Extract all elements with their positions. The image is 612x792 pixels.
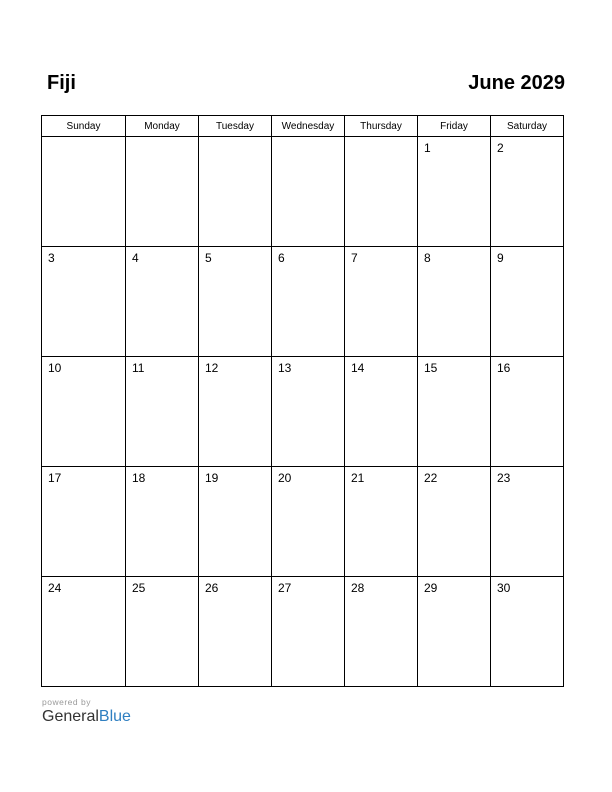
week-row: [42, 247, 564, 357]
empty-day-cell: [199, 137, 272, 247]
day-number: 8: [424, 251, 431, 265]
day-number: 11: [132, 361, 145, 375]
day-cell: [272, 247, 345, 357]
day-cell: [199, 577, 272, 687]
weekday-header: Saturday: [491, 116, 564, 137]
day-cell: [491, 577, 564, 687]
week-row: [42, 467, 564, 577]
day-cell: [491, 467, 564, 577]
week-row: [42, 137, 564, 247]
day-cell: [418, 137, 491, 247]
empty-day-cell: [126, 137, 199, 247]
day-number: 12: [205, 361, 219, 375]
day-number: 25: [132, 581, 146, 595]
day-cell: [42, 357, 126, 467]
month-year-title: June 2029: [468, 72, 565, 94]
day-cell: [418, 577, 491, 687]
weekday-header: Wednesday: [272, 116, 345, 137]
generalblue-logo: [42, 708, 131, 726]
day-cell: [272, 467, 345, 577]
day-number: 27: [278, 581, 292, 595]
day-number: 19: [205, 471, 219, 485]
day-number: 10: [48, 361, 62, 375]
calendar-grid: [41, 115, 564, 687]
day-cell: [42, 247, 126, 357]
empty-day-cell: [345, 137, 418, 247]
country-title: Fiji: [47, 72, 76, 94]
day-cell: [418, 357, 491, 467]
day-number: 14: [351, 361, 365, 375]
day-number: 2: [497, 141, 504, 155]
day-number: 4: [132, 251, 139, 265]
day-cell: [42, 467, 126, 577]
day-cell: [491, 357, 564, 467]
day-number: 29: [424, 581, 438, 595]
day-number: 9: [497, 251, 504, 265]
day-number: [126, 137, 198, 141]
day-cell: [199, 247, 272, 357]
day-number: 28: [351, 581, 365, 595]
day-number: 21: [351, 471, 365, 485]
day-cell: [126, 357, 199, 467]
powered-by-label: powered by: [42, 697, 91, 707]
day-cell: [418, 247, 491, 357]
day-number: 23: [497, 471, 511, 485]
week-row: [42, 577, 564, 687]
day-number: 26: [205, 581, 219, 595]
day-number: 18: [132, 471, 146, 485]
day-number: [42, 137, 125, 141]
day-cell: [345, 247, 418, 357]
day-number: 24: [48, 581, 62, 595]
day-number: 6: [278, 251, 285, 265]
day-number: [199, 137, 271, 141]
weekday-header: Tuesday: [199, 116, 272, 137]
day-number: 22: [424, 471, 438, 485]
weekday-header: Monday: [126, 116, 199, 137]
weekday-header: Thursday: [345, 116, 418, 137]
day-cell: [491, 247, 564, 357]
day-number: [272, 137, 344, 141]
day-cell: [418, 467, 491, 577]
day-cell: [272, 357, 345, 467]
brand-general-text: General: [42, 708, 99, 725]
day-number: [345, 137, 417, 141]
day-number: 16: [497, 361, 511, 375]
day-cell: [199, 357, 272, 467]
weekday-header: Friday: [418, 116, 491, 137]
day-number: 20: [278, 471, 292, 485]
day-cell: [491, 137, 564, 247]
day-number: 15: [424, 361, 438, 375]
brand-blue-text: Blue: [98, 708, 131, 725]
day-number: 30: [497, 581, 511, 595]
day-cell: [126, 577, 199, 687]
day-number: 3: [48, 251, 55, 265]
day-cell: [199, 467, 272, 577]
day-number: 17: [48, 471, 62, 485]
day-cell: [272, 577, 345, 687]
day-cell: [345, 577, 418, 687]
empty-day-cell: [272, 137, 345, 247]
footer-branding: [42, 697, 131, 726]
day-number: 13: [278, 361, 292, 375]
day-cell: [126, 247, 199, 357]
day-number: 1: [424, 141, 431, 155]
day-cell: [126, 467, 199, 577]
day-cell: [345, 467, 418, 577]
day-cell: [42, 577, 126, 687]
day-number: 7: [351, 251, 358, 265]
weekday-header-row: [42, 116, 564, 137]
day-number: 5: [205, 251, 212, 265]
weekday-header: Sunday: [42, 116, 126, 137]
day-cell: [345, 357, 418, 467]
week-row: [42, 357, 564, 467]
empty-day-cell: [42, 137, 126, 247]
